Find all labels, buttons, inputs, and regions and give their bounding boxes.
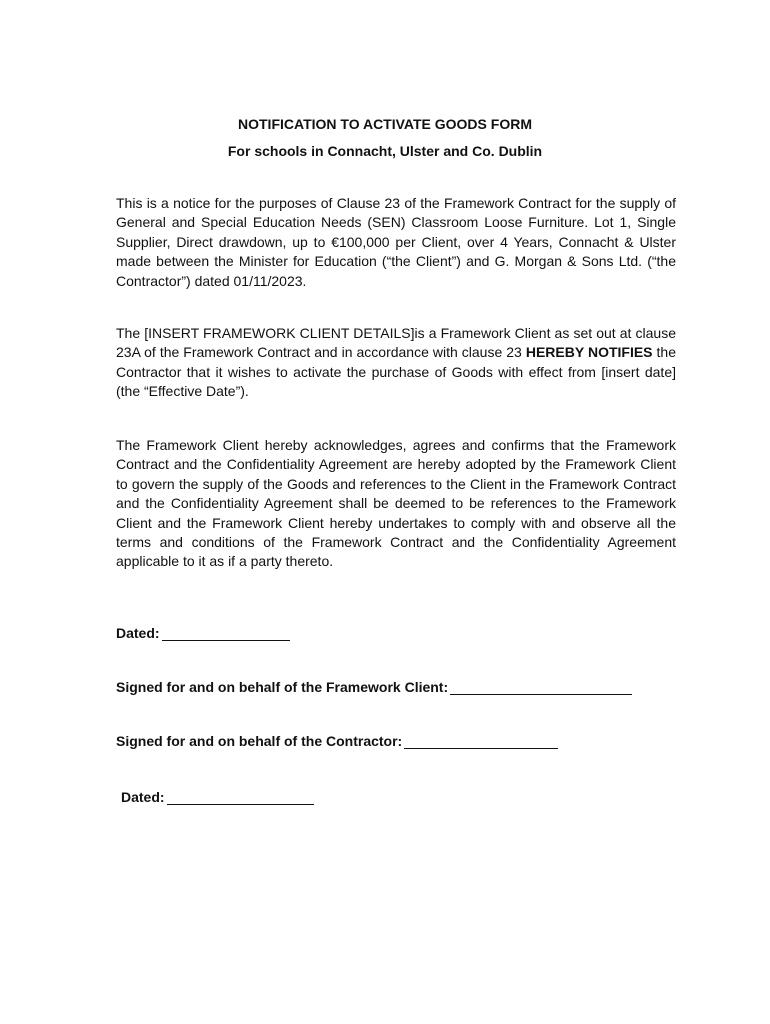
dated-label-1: Dated: bbox=[116, 625, 160, 641]
hereby-notifies-text: HEREBY NOTIFIES bbox=[525, 344, 653, 361]
contractor-signature-label: Signed for and on behalf of the Contractor: bbox=[116, 733, 403, 749]
notification-text-end: the Contractor that it wishes to activate the purchase of Goods with effect from [insert date] (the “Effective Date”). bbox=[116, 344, 677, 400]
framework-client-signature-field[interactable] bbox=[450, 680, 632, 695]
document-title: NOTIFICATION TO ACTIVATE GOODS FORM bbox=[238, 116, 532, 132]
acknowledgement-paragraph: The Framework Client hereby acknowledges, agrees and confirms that the Framework Contract and the Confidentiality Agreement are hereby adopted by the Framework Client to govern the supply of the Goods and references to the Client in the Framework Contract and the Confidentiality Agreement shall be deemed to be references to the Framework Client and the Framework Client hereby undertakes to comply with and observe all the terms and conditions of the Framework Contract and the Confidentiality Agreement applicable to it as if a party thereto. bbox=[116, 437, 676, 570]
notification-text-start: The [INSERT FRAMEWORK CLIENT DETAILS]is a Framework Client as set out at clause 23A of the Framework Contract and in accordance with clause 23 bbox=[116, 325, 676, 361]
dated-line-2 bbox=[121, 789, 314, 805]
notification-paragraph bbox=[116, 324, 676, 402]
contractor-signature-field[interactable] bbox=[404, 734, 558, 749]
contractor-signature-line bbox=[116, 733, 558, 749]
notice-paragraph: This is a notice for the purposes of Clause 23 of the Framework Contract for the supply of General and Special Education Needs (SEN) Classroom Loose Furniture. Lot 1, Single Supplier, Direct drawdown, up to €100,000 per Client, over 4 Years, Connacht & Ulster made between the Minister for Education (“the Client”) and G. Morgan & Sons Ltd. (“the Contractor”) dated 01/11/2023. bbox=[116, 195, 676, 289]
dated-field-1[interactable] bbox=[162, 626, 290, 641]
framework-client-signature-label: Signed for and on behalf of the Framework Client: bbox=[116, 679, 449, 695]
document-subtitle: For schools in Connacht, Ulster and Co. Dublin bbox=[227, 143, 543, 159]
dated-line-1 bbox=[116, 625, 290, 641]
dated-label-2: Dated: bbox=[121, 789, 165, 805]
framework-client-signature-line bbox=[116, 679, 632, 695]
dated-field-2[interactable] bbox=[167, 790, 314, 805]
